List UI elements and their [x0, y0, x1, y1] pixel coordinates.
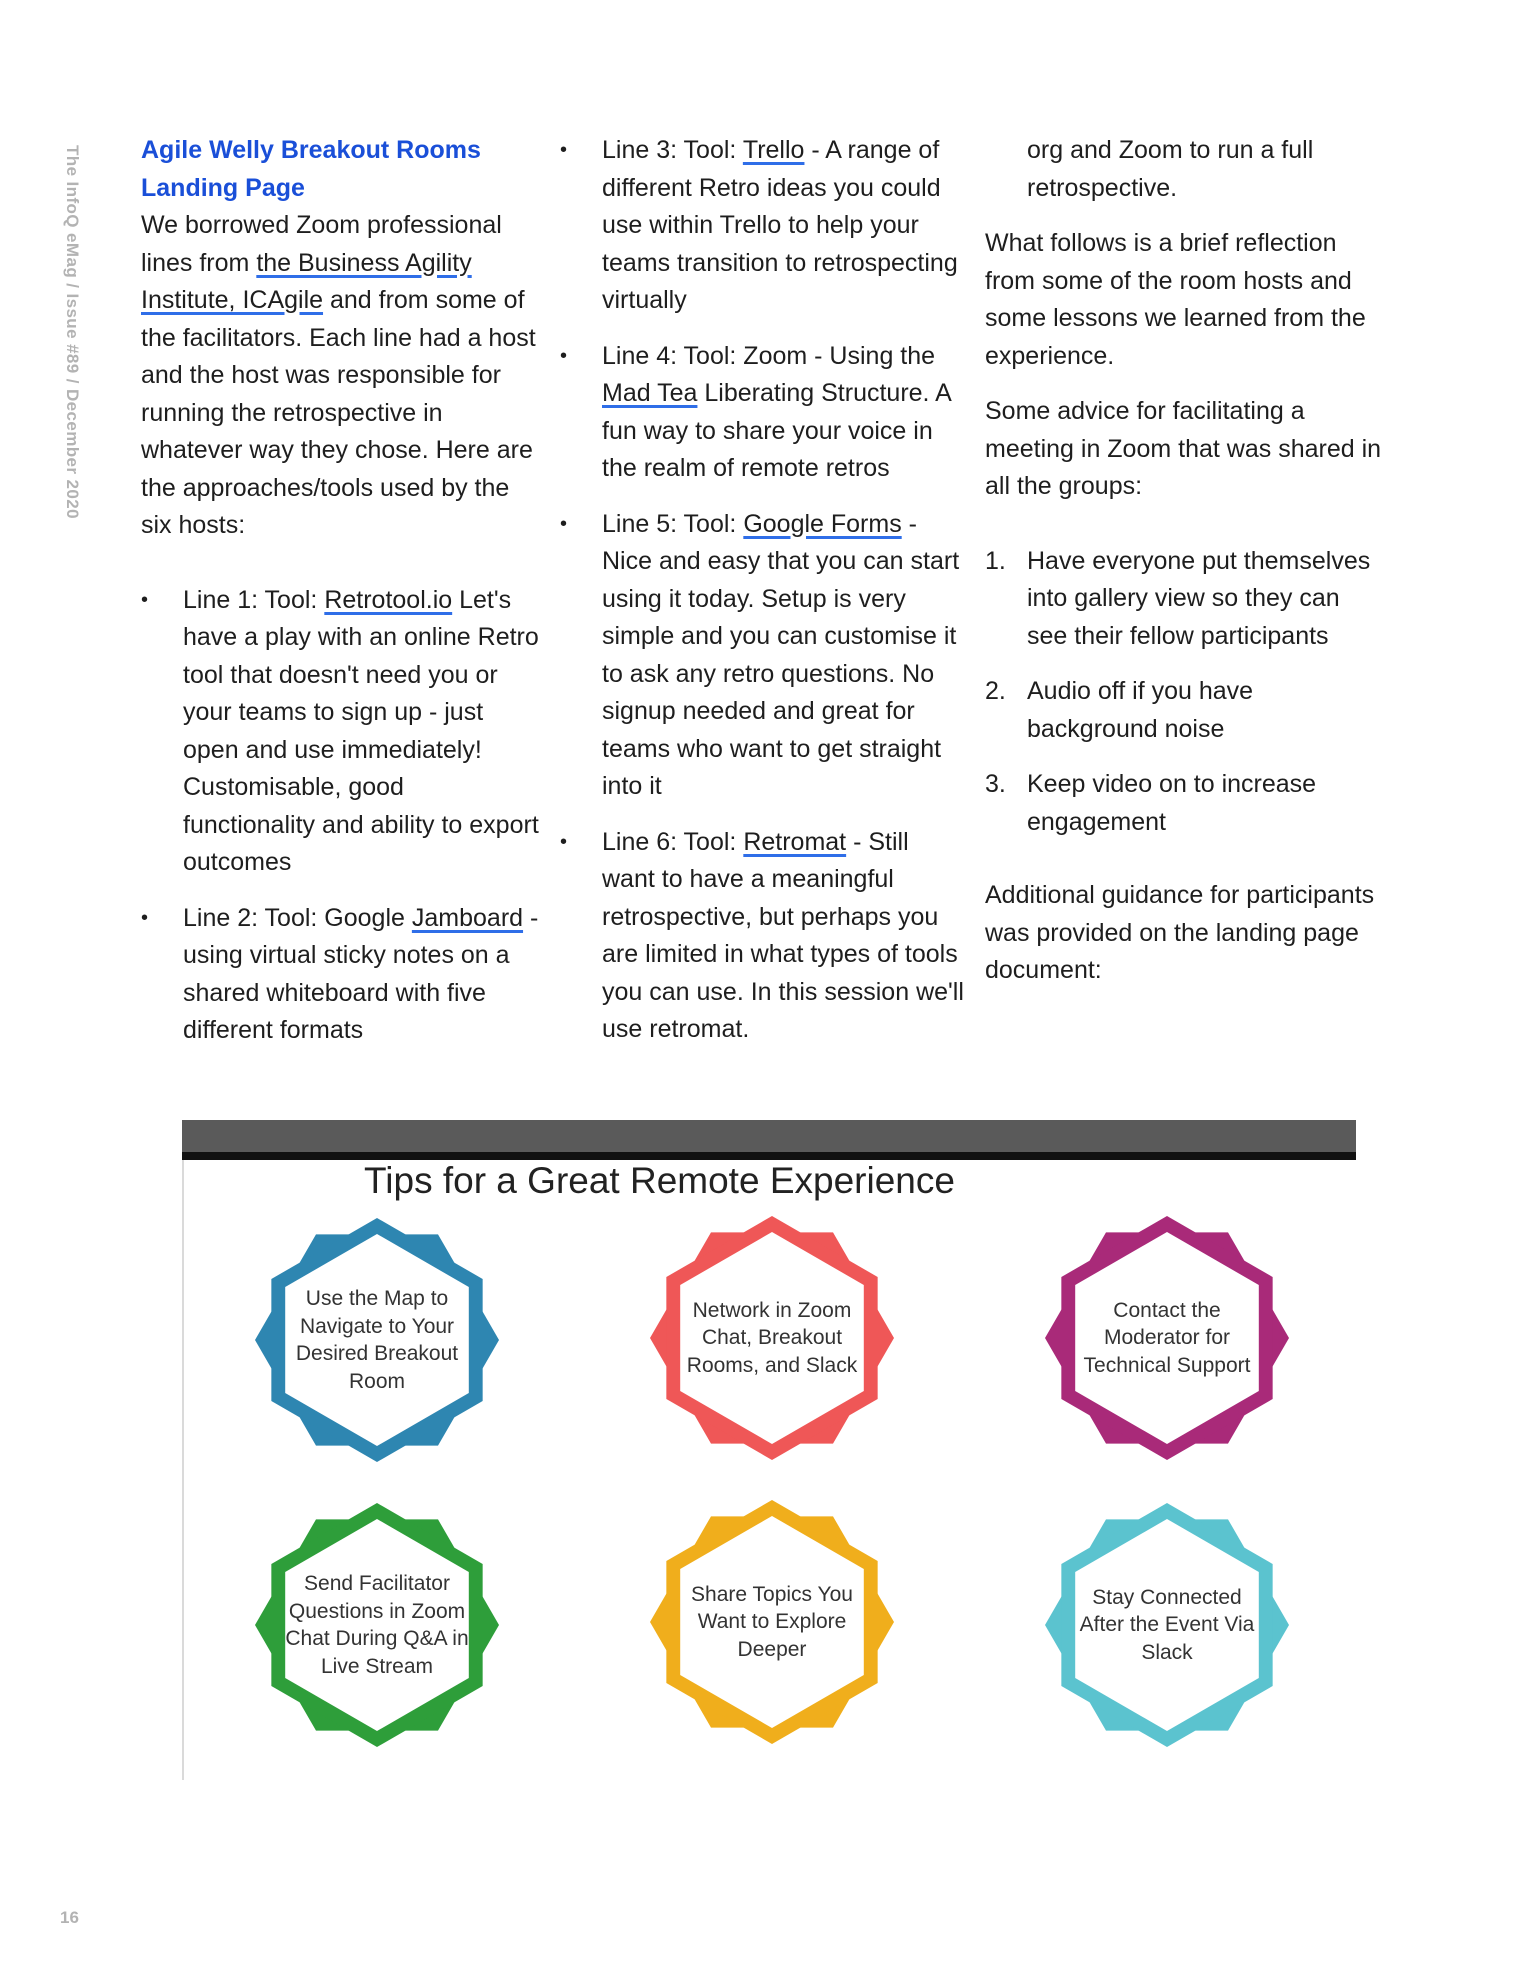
list-item: • Line 5: Tool: Google Forms - Nice and easy that you can start using it today. Setup is very simple and you can customise it to ask any retro questions. No signup needed and great for teams who want to get straight into it	[560, 506, 968, 806]
list-item: • Line 6: Tool: Retromat - Still want to have a meaningful retrospective, but perhaps you are limited in what types of tools you can use. In this session we'll use retromat.	[560, 824, 968, 1049]
column-3	[985, 132, 1385, 990]
section-title: Agile Welly Breakout Rooms Landing Page	[141, 136, 481, 202]
tools-list-continued	[560, 132, 968, 1049]
list-item: 2. Audio off if you have background noise	[985, 677, 1254, 743]
jamboard-link[interactable]: Jamboard	[411, 903, 524, 932]
column-1	[141, 132, 541, 1068]
hexagon-label: Network in Zoom Chat, Breakout Rooms, and Slack	[686, 1298, 858, 1377]
figure-title: Tips for a Great Remote Experience	[364, 1160, 955, 1201]
google-forms-link[interactable]: Google Forms	[743, 509, 902, 538]
list-item: • Line 4: Tool: Zoom - Using the Mad Tea Liberating Structure. A fun way to share your voice in the realm of remote retros	[560, 338, 968, 488]
list-item: • Line 3: Tool: Trello - A range of different Retro ideas you could use within Trello to help your teams transition to retrospecting virtually	[560, 132, 968, 320]
list-item: • Line 1: Tool: Retrotool.io Let's have a play with an online Retro tool that doesn't need you or your teams to sign up - just open and use immediately! Customisable, good functionality and ability to export outcomes	[141, 582, 541, 882]
hexagon-label: Contact the Moderator for Technical Support	[1083, 1298, 1251, 1377]
list-item: 3. Keep video on to increase engagement	[985, 770, 1317, 836]
list-continuation: org and Zoom to run a full retrospective.	[1027, 136, 1314, 202]
hexagon-label: Use the Map to Navigate to Your Desired Breakout Room	[295, 1287, 459, 1393]
hexagon-label: Send Facilitator Questions in Zoom Chat During Q&A in Live Stream	[285, 1572, 469, 1678]
reflection-paragraph: What follows is a brief reflection from some of the room hosts and some lessons we learned from the experience.	[985, 229, 1366, 370]
hexagon-label: Share Topics You Want to Explore Deeper	[691, 1582, 853, 1661]
advice-paragraph: Some advice for facilitating a meeting in Zoom that was shared in all the groups:	[985, 397, 1382, 500]
tips-figure	[182, 1120, 1356, 1780]
advice-list	[985, 543, 1385, 842]
list-item: • Line 2: Tool: Google Jamboard - using virtual sticky notes on a shared whiteboard with five different formats	[141, 900, 541, 1050]
intro-paragraph: We borrowed Zoom professional lines from the Business Agility Institute, ICAgile and from some of the facilitators. Each line had a host and the host was responsible for running the retrospective in whatever way they chose. Here are the approaches/tools used by the six hosts:	[141, 211, 536, 539]
page-number: 16	[60, 1908, 79, 1927]
retrotool-link[interactable]: Retrotool.io	[324, 585, 453, 614]
tools-list	[141, 582, 541, 1050]
retromat-link[interactable]: Retromat	[743, 827, 847, 856]
guidance-paragraph: Additional guidance for participants was provided on the landing page document:	[985, 881, 1375, 984]
business-agility-link[interactable]: the Business Agility Institute, ICAgile	[141, 248, 472, 314]
sidebar-issue-label: The InfoQ eMag / Issue #89 / December 2020	[63, 145, 82, 519]
list-item: 1. Have everyone put themselves into gallery view so they can see their fellow participants	[985, 546, 1371, 650]
hexagon-label: Stay Connected After the Event Via Slack	[1079, 1585, 1255, 1664]
column-2	[560, 132, 968, 1067]
mad-tea-link[interactable]: Mad Tea	[602, 379, 698, 407]
trello-link[interactable]: Trello	[742, 136, 805, 164]
